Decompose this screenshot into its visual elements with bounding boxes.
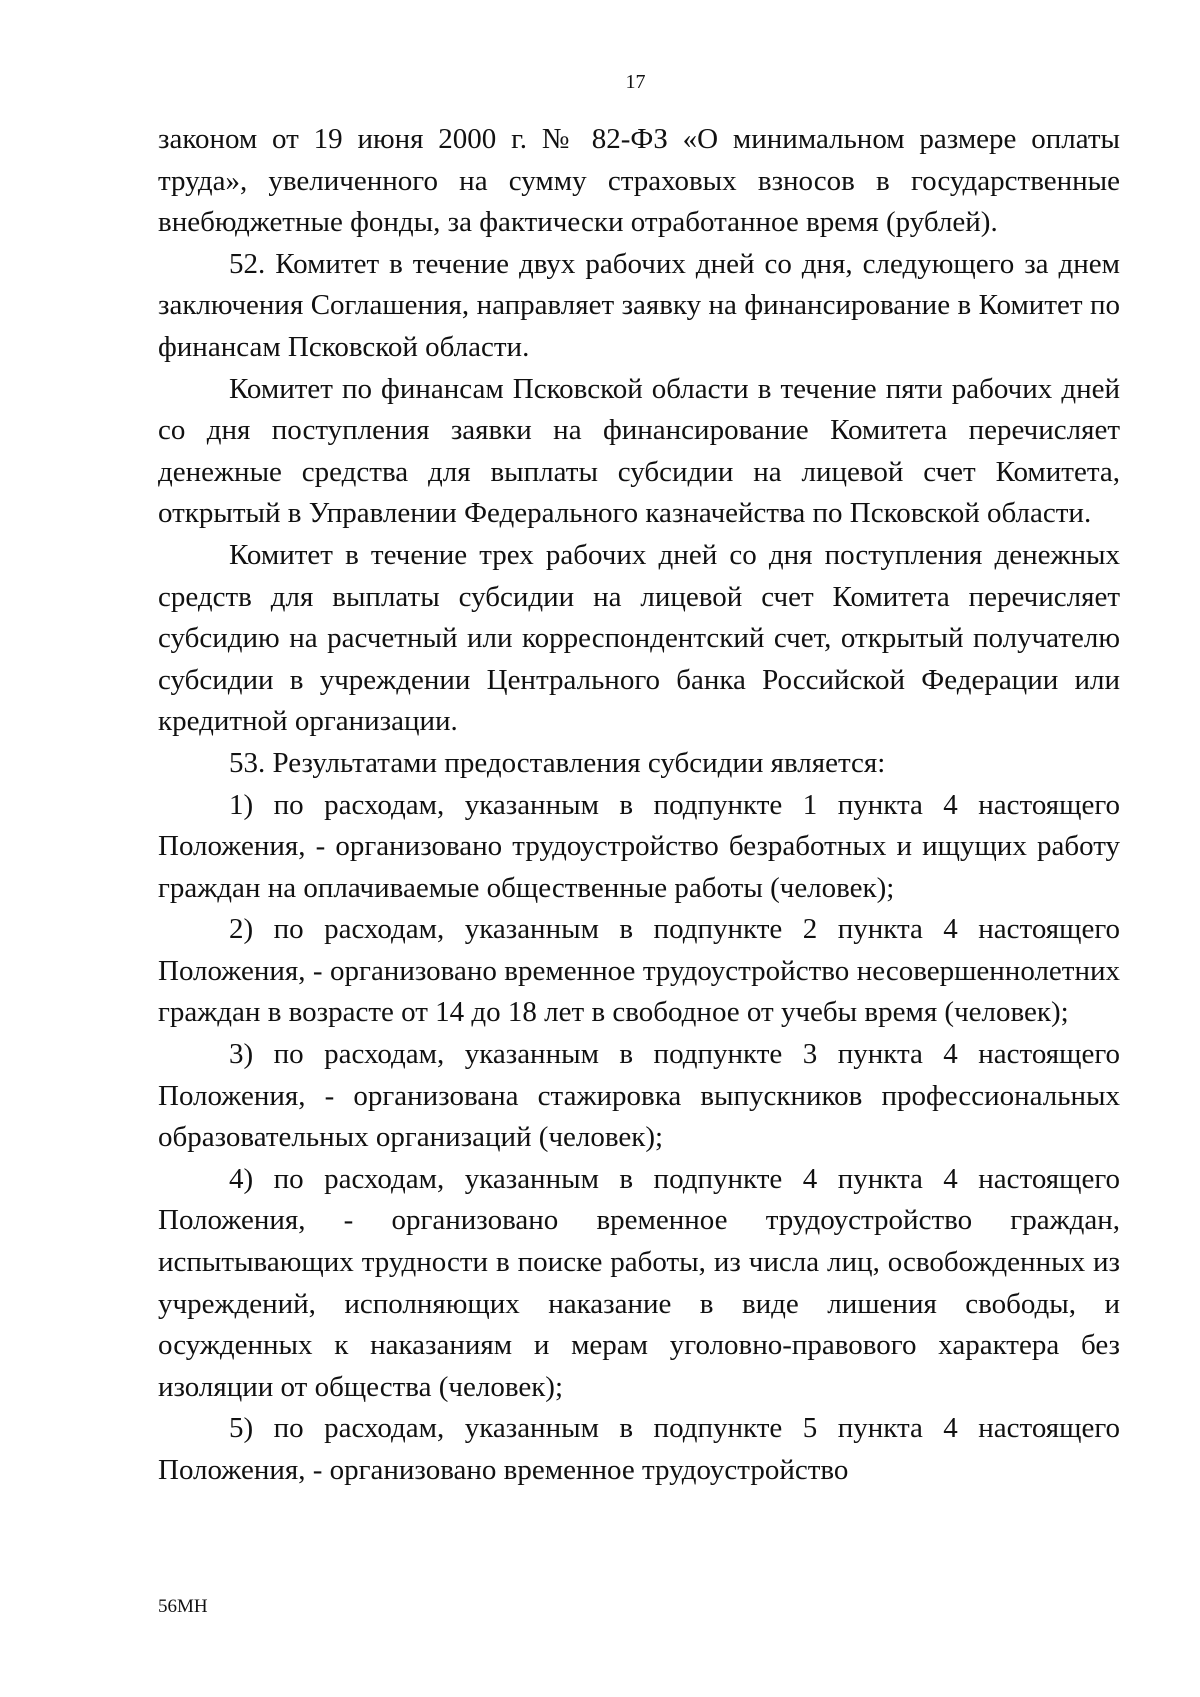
list-item-1: 1) по расходам, указанным в подпункте 1 пункта 4 настоящего Положения, - организовано трудоустройство безработных и ищущих работу граждан на оплачиваемые общественные работы (человек); — [158, 788, 1120, 904]
list-item-5: 5) по расходам, указанным в подпункте 5 пункта 4 настоящего Положения, - организовано временное трудоустройство — [158, 1412, 1120, 1486]
paragraph-committee-transfer: Комитет в течение трех рабочих дней со дня поступления денежных средств для выплаты субсидии на лицевой счет Комитета перечисляет субсидию на расчетный или корреспондентский счет, открытый получателю субсидии в учреждении Центрального банка Российской Федерации или кредитной организации. — [158, 538, 1120, 738]
list-item-3: 3) по расходам, указанным в подпункте 3 пункта 4 настоящего Положения, - организована стажировка выпускников профессиональных образовательных организаций (человек); — [158, 1038, 1120, 1154]
paragraph-continuation: законом от 19 июня 2000 г. № 82-ФЗ «О минимальном размере оплаты труда», увеличенного на сумму страховых взносов в государственные внебюджетные фонды, за фактически отработанное время (рублей). — [158, 123, 1120, 239]
page-number: 17 — [625, 71, 646, 93]
paragraph-item-52: 52. Комитет в течение двух рабочих дней со дня, следующего за днем заключения Соглашения, направляет заявку на финансирование в Комитет по финансам Псковской области. — [158, 247, 1120, 363]
paragraph-item-53: 53. Результатами предоставления субсидии является: — [229, 746, 886, 779]
paragraph-finance-committee: Комитет по финансам Псковской области в течение пяти рабочих дней со дня поступления заявки на финансирование Комитета перечисляет денежные средства для выплаты субсидии на лицевой счет Комитета, открытый в Управлении Федерального казначейства по Псковской области. — [158, 372, 1120, 530]
document-body — [158, 119, 1120, 1492]
footer-code: 56МН — [158, 1596, 208, 1617]
list-item-2: 2) по расходам, указанным в подпункте 2 пункта 4 настоящего Положения, - организовано временное трудоустройство несовершеннолетних граждан в возрасте от 14 до 18 лет в свободное от учебы время (человек); — [158, 913, 1120, 1029]
list-item-4: 4) по расходам, указанным в подпункте 4 пункта 4 настоящего Положения, - организовано временное трудоустройство граждан, испытывающих трудности в поиске работы, из числа лиц, освобожденных из учреждений, исполняющих наказание в виде лишения свободы, и осужденных к наказаниям и мерам уголовно-правового характера без изоляции от общества (человек); — [158, 1162, 1120, 1403]
